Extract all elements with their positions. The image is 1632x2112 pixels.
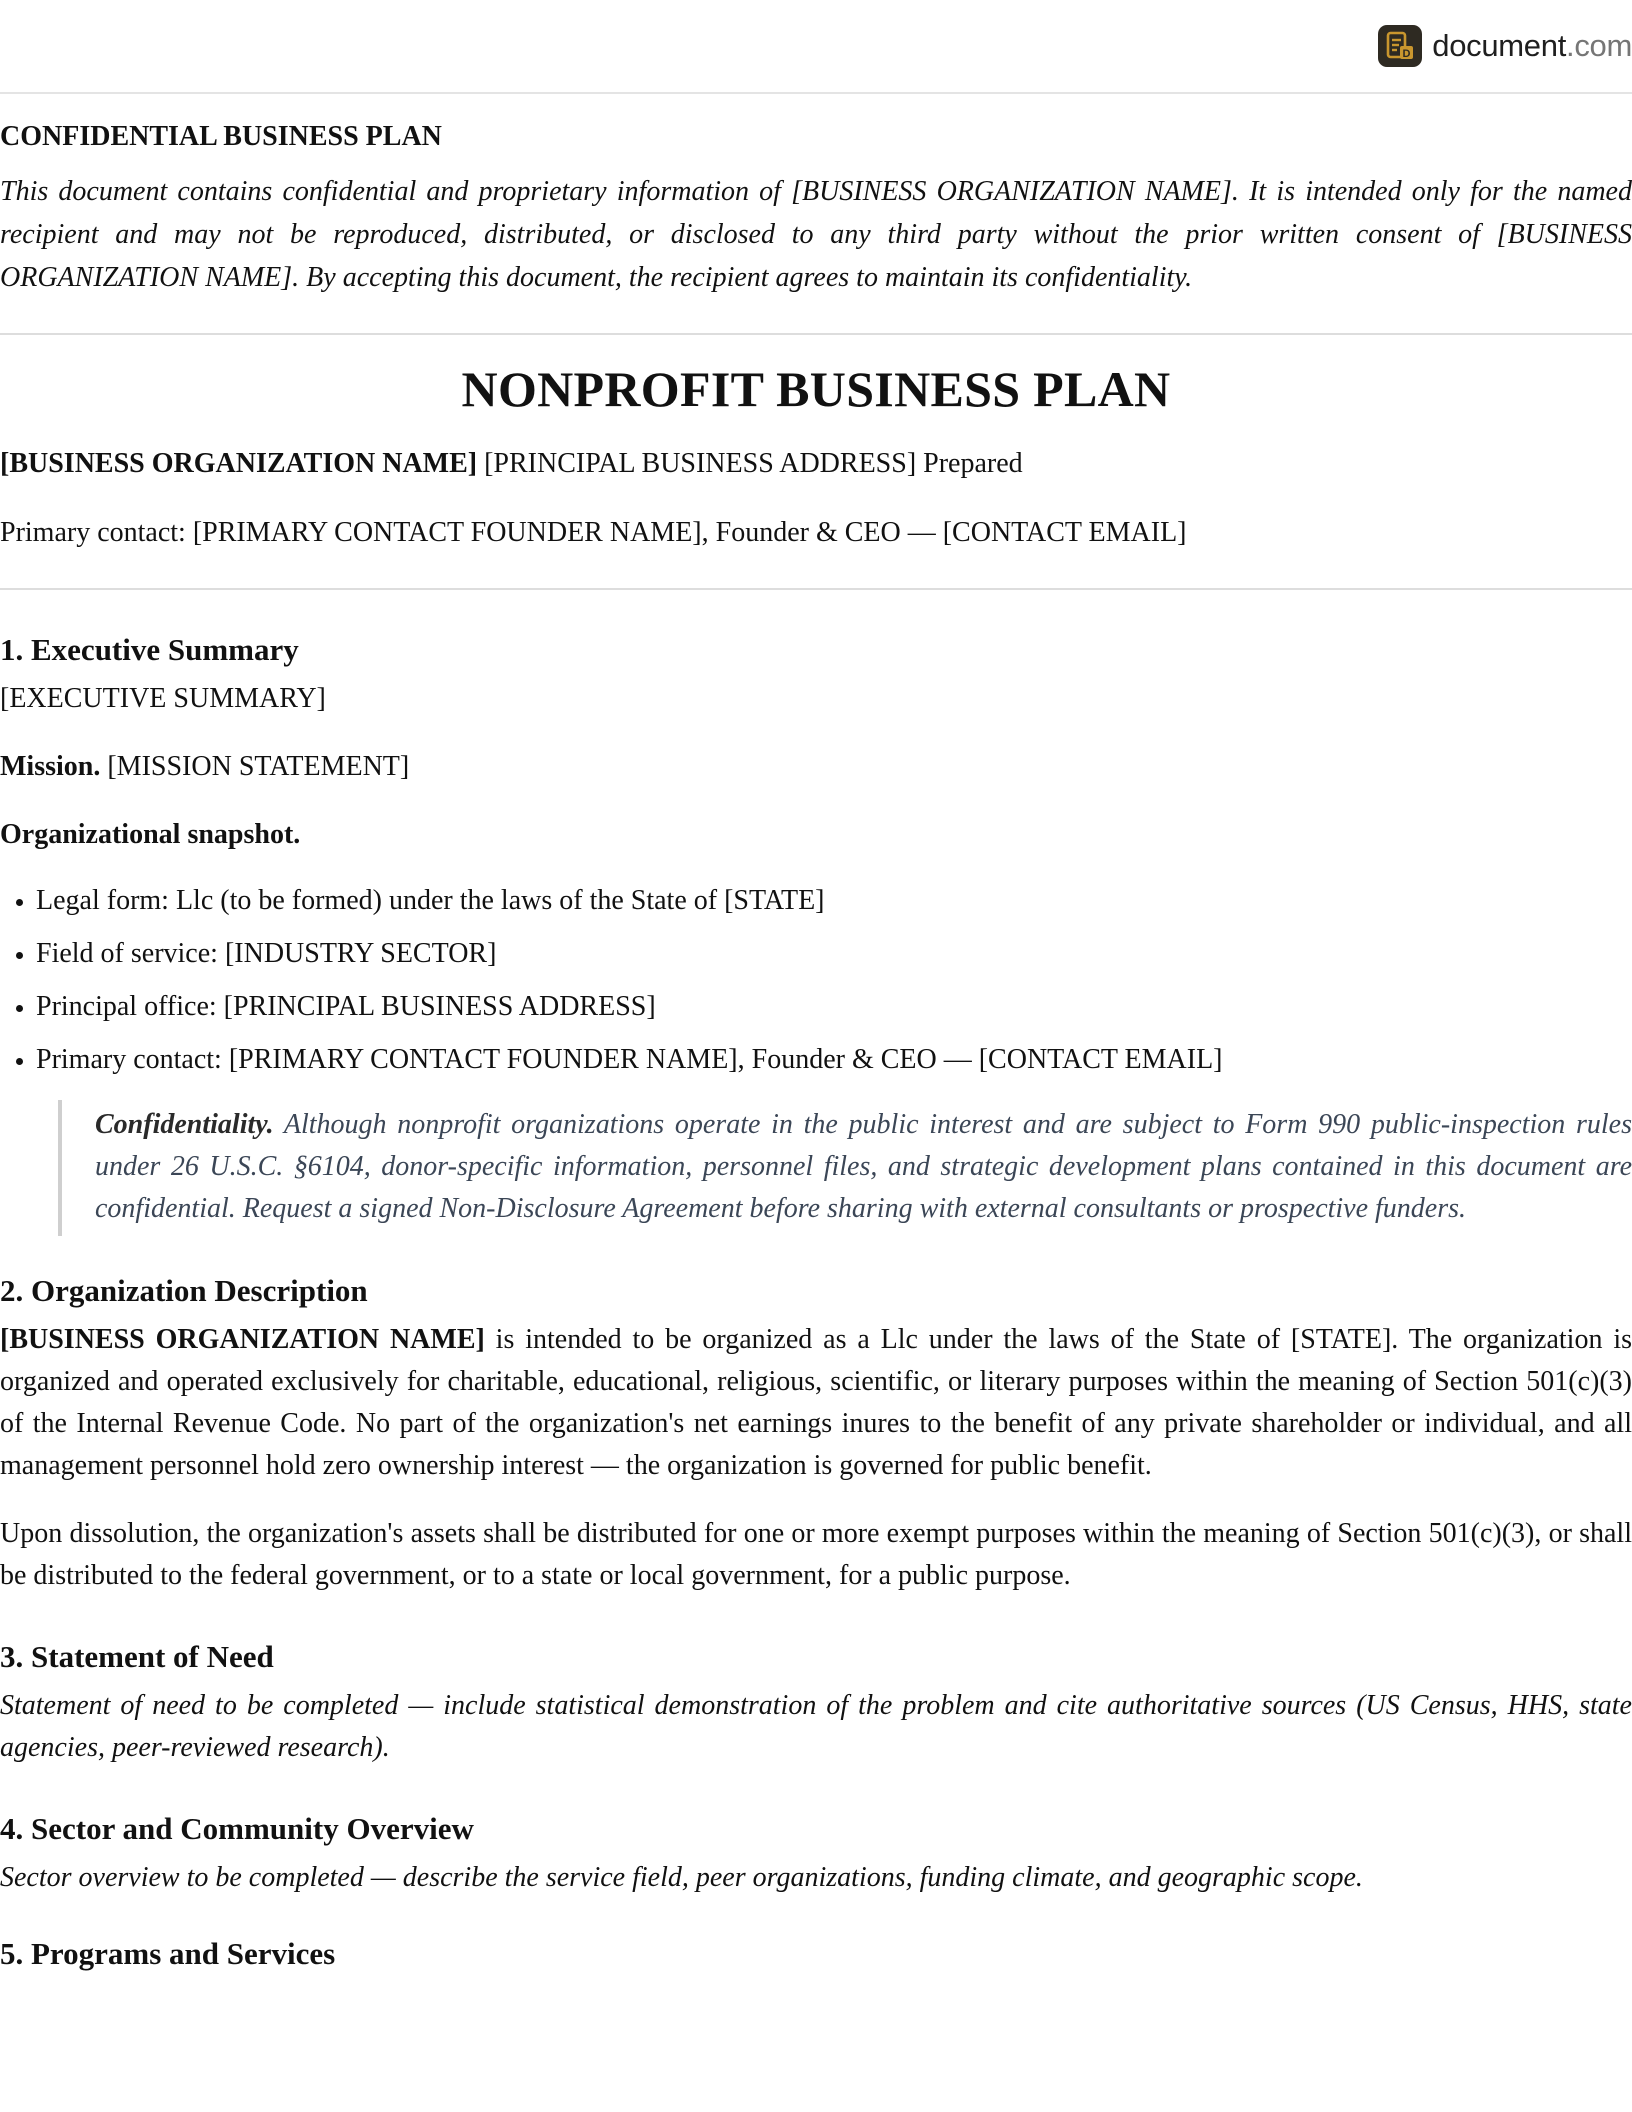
document-body <box>0 92 1632 1974</box>
organization-name: [BUSINESS ORGANIZATION NAME] <box>0 1324 485 1355</box>
list-item: • Legal form: Llc (to be formed) under the laws of the State of [STATE] <box>36 874 1632 927</box>
svg-text:D: D <box>1402 48 1411 60</box>
confidential-notice: This document contains confidential and proprietary information of [BUSINESS ORGANIZATION NAME]. It is intended only for the named recipient and may not be reproduced, distributed, or disclosed to any third party without the prior written consent of [BUSINESS ORGANIZATION NAME]. By accepting this document, the recipient agrees to maintain its confidentiality. <box>0 176 1632 293</box>
section-heading-organization-description: 2. Organization Description <box>0 1273 368 1308</box>
divider <box>0 333 1632 335</box>
organization-address-line <box>0 443 1632 485</box>
confidential-heading: CONFIDENTIAL BUSINESS PLAN <box>0 121 442 152</box>
organization-name: [BUSINESS ORGANIZATION NAME] <box>0 448 478 479</box>
brand-name: document.com <box>1432 28 1632 63</box>
executive-summary-text: [EXECUTIVE SUMMARY] <box>0 683 326 714</box>
mission-text: [MISSION STATEMENT] <box>100 751 410 782</box>
callout-label: Confidentiality. <box>95 1109 274 1140</box>
mission-line <box>0 746 1632 788</box>
statement-of-need-text: Statement of need to be completed — include statistical demonstration of the problem and cite authoritative sources (US Census, HHS, state agencies, peer-reviewed research). <box>0 1690 1632 1763</box>
primary-contact-line: Primary contact: [PRIMARY CONTACT FOUNDER NAME], Founder & CEO — [CONTACT EMAIL] <box>0 517 1187 548</box>
dissolution-paragraph: Upon dissolution, the organization's assets shall be distributed for one or more exempt purposes within the meaning of Section 501(c)(3), or shall be distributed to the federal government, or to a state or local government, for a public purpose. <box>0 1518 1632 1591</box>
snapshot-label: Organizational snapshot. <box>0 819 301 850</box>
callout-text: Although nonprofit organizations operate in the public interest and are subject to Form 990 public-inspection rules under 26 U.S.C. §6104, donor-specific information, personnel files, and strategic development plans contained in this document are confidential. Request a signed Non-Disclosure Agreement before sharing with external consultants or prospective funders. <box>95 1109 1632 1224</box>
section-heading-statement-of-need: 3. Statement of Need <box>0 1639 274 1674</box>
brand-logo[interactable] <box>1378 25 1632 67</box>
list-item: • Field of service: [INDUSTRY SECTOR] <box>36 927 1632 980</box>
list-item: • Primary contact: [PRIMARY CONTACT FOUNDER NAME], Founder & CEO — [CONTACT EMAIL] <box>36 1033 1632 1086</box>
section-heading-programs-and-services: 5. Programs and Services <box>0 1936 336 1971</box>
document-title: NONPROFIT BUSINESS PLAN <box>461 361 1171 417</box>
paragraph-text: is intended to be organized as a Llc under the laws of the State of [STATE]. The organization is organized and operated exclusively for charitable, educational, religious, scientific, or literary purposes within the meaning of Section 501(c)(3) of the Internal Revenue Code. No part of the organization's net earnings inures to the benefit of any private shareholder or individual, and all management personnel hold zero ownership interest — the organization is governed for public benefit. <box>0 1324 1632 1481</box>
organization-description-paragraph <box>0 1319 1632 1487</box>
divider <box>0 588 1632 590</box>
mission-label: Mission. <box>0 751 101 782</box>
confidentiality-callout <box>58 1100 1632 1236</box>
list-item: • Principal office: [PRINCIPAL BUSINESS ADDRESS] <box>36 980 1632 1033</box>
document-logo-icon <box>1378 25 1422 67</box>
address-text: [PRINCIPAL BUSINESS ADDRESS] Prepared <box>477 448 1023 479</box>
section-heading-sector-overview: 4. Sector and Community Overview <box>0 1811 474 1846</box>
section-heading-executive-summary: 1. Executive Summary <box>0 632 299 667</box>
header-bar <box>0 0 1632 94</box>
snapshot-list <box>0 874 1632 1086</box>
sector-overview-text: Sector overview to be completed — describe the service field, peer organizations, funding climate, and geographic scope. <box>0 1862 1363 1893</box>
